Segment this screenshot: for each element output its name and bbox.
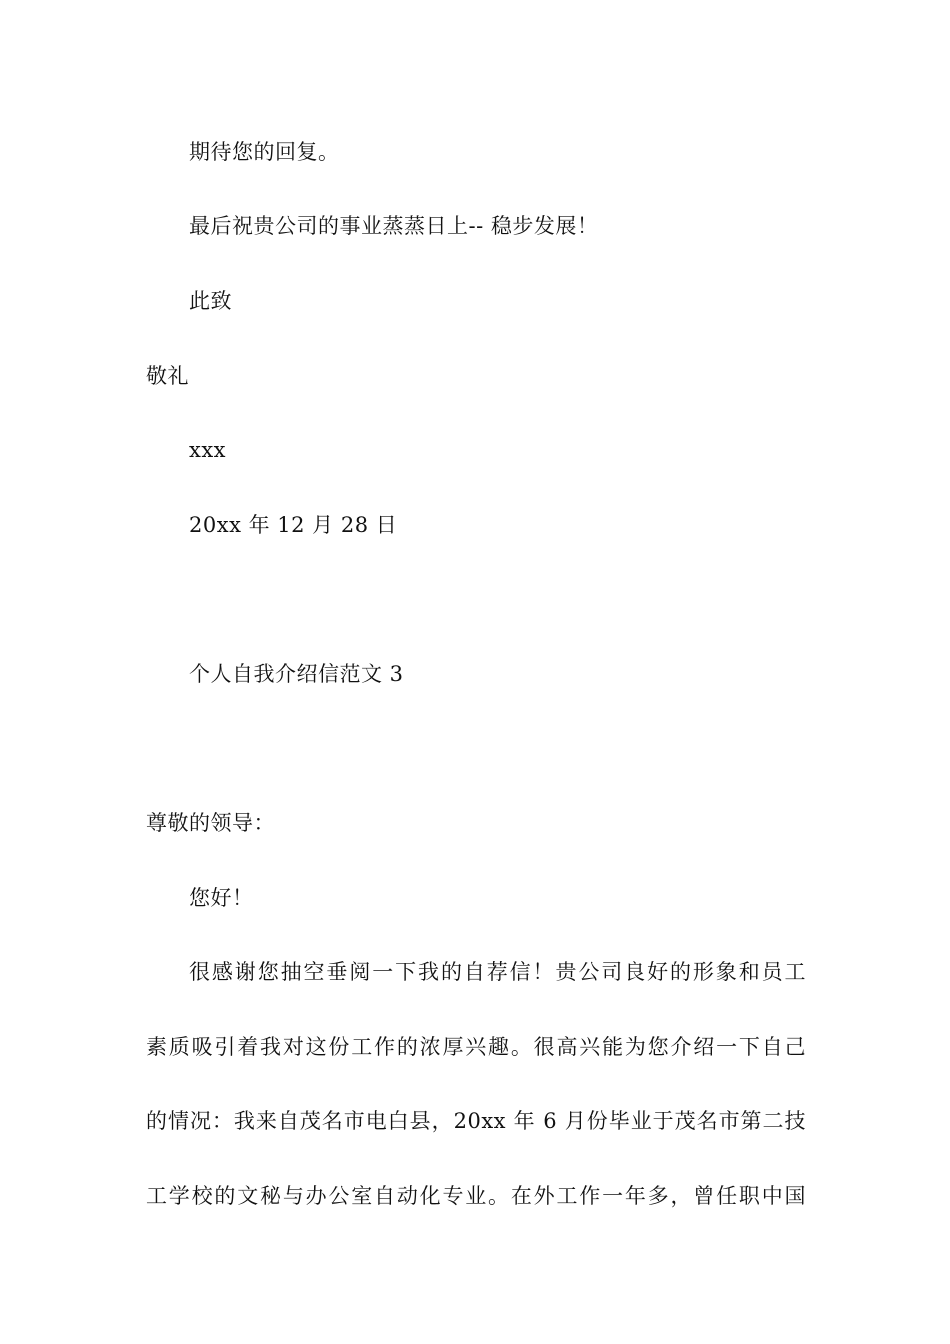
signature: xxx — [189, 438, 227, 462]
salutation-close: 此致 — [189, 289, 232, 313]
letter-date: 20xx 年 12 月 28 日 — [189, 513, 398, 537]
expect-reply-line: 期待您的回复。 — [189, 140, 340, 164]
body-paragraph-line-4: 工学校的文秘与办公室自动化专业。在外工作一年多，曾任职中国 — [146, 1184, 806, 1208]
recipient-line: 尊敬的领导： — [146, 811, 275, 835]
body-paragraph-line-1: 很感谢您抽空垂阅一下我的自荐信！贵公司良好的形象和员工 — [189, 960, 806, 984]
greeting-line: 您好！ — [189, 886, 254, 910]
body-paragraph-line-2: 素质吸引着我对这份工作的浓厚兴趣。很高兴能为您介绍一下自己 — [146, 1035, 806, 1059]
body-paragraph-line-3: 的情况：我来自茂名市电白县，20xx 年 6 月份毕业于茂名市第二技 — [146, 1109, 806, 1133]
closing-wish-line: 最后祝贵公司的事业蒸蒸日上-- 稳步发展！ — [189, 214, 599, 238]
regards-line: 敬礼 — [146, 364, 189, 388]
section-title: 个人自我介绍信范文 3 — [189, 662, 404, 686]
